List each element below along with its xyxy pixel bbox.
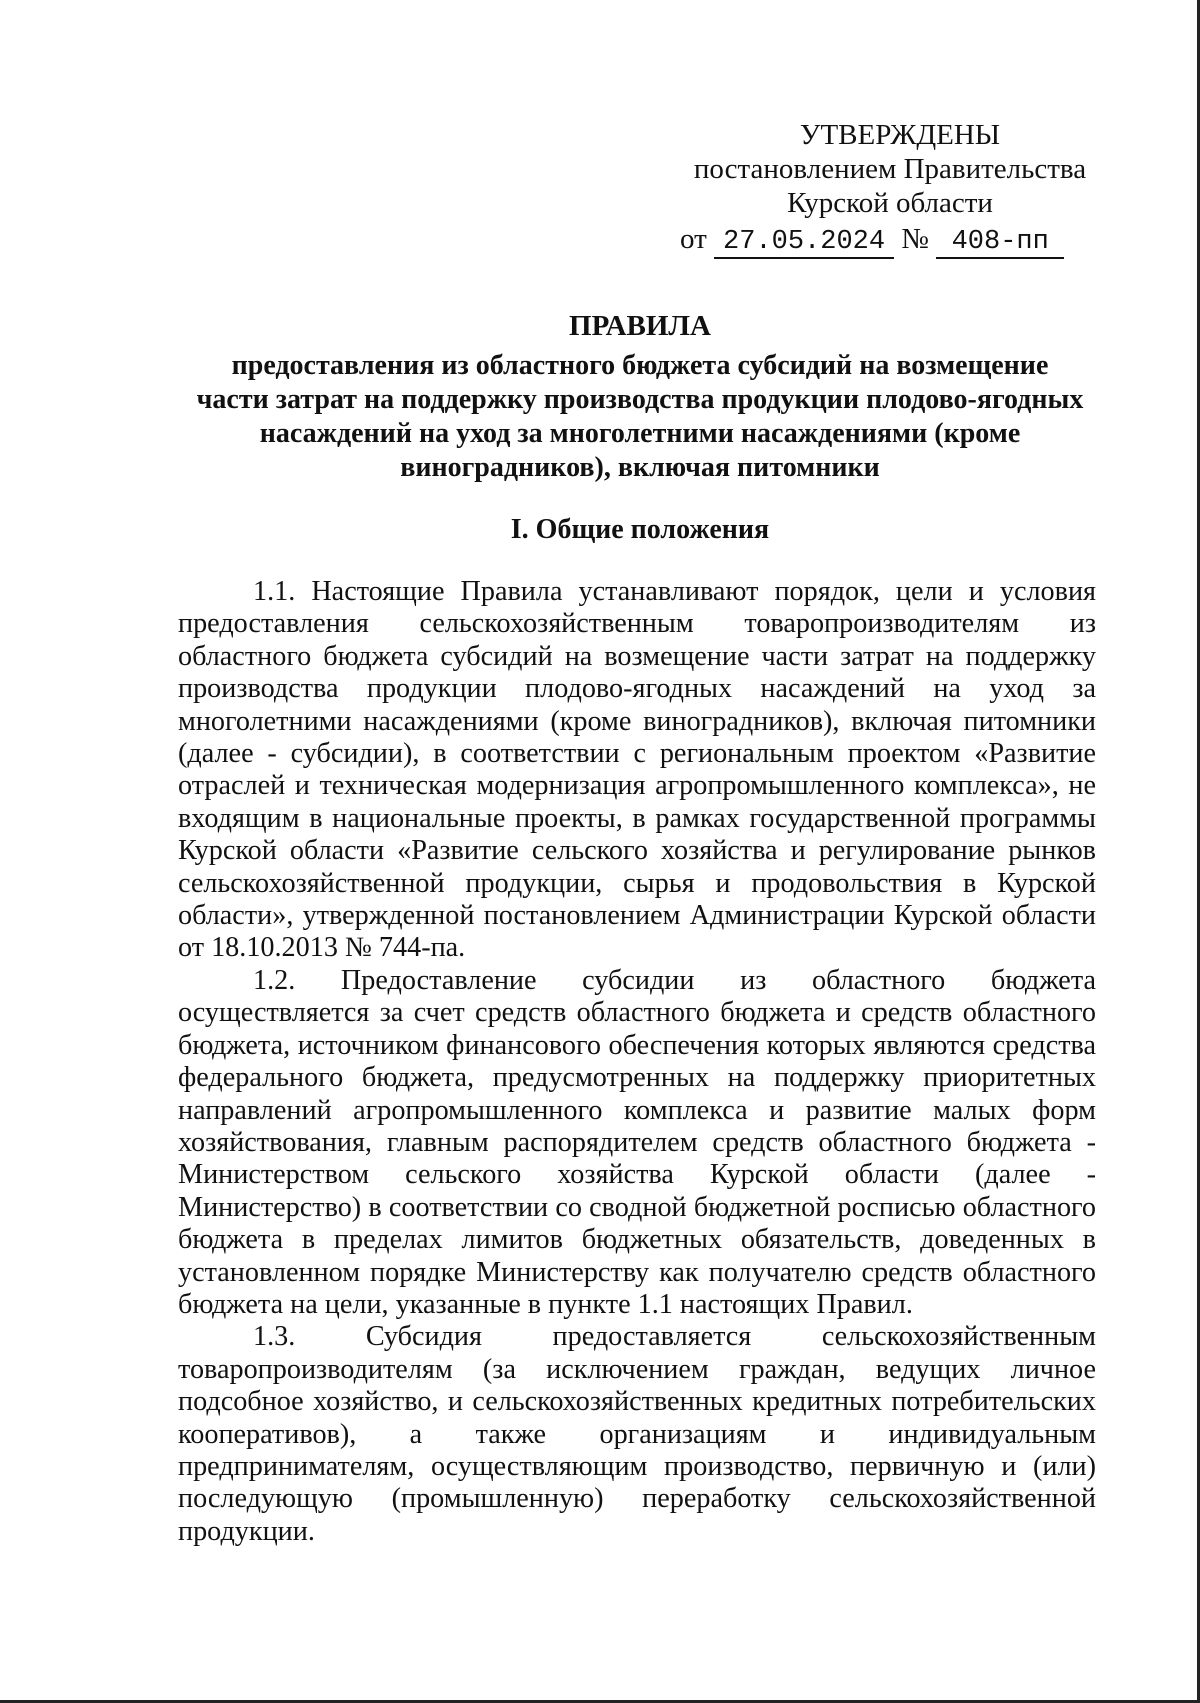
approval-line-region: Курской области [787,187,993,219]
document-subtitle-line: части затрат на поддержку производства продукции плодово-ягодных [196,384,1084,415]
document-subtitle-line: виноградников), включая питомники [400,452,880,483]
paragraph-1-3: 1.3. Субсидия предоставляется сельскохозяйственным товаропроизводителям (за исключением граждан, ведущих личное подсобное хозяйство, и сельскохозяйственных кредитных потребительских кооперативов), а также организациям и индивидуальным предпринимателям, осуществляющим производство, первичную и (или) последующую (промышленную) переработку сельскохозяйственной продукции. [178,1321,1096,1547]
approval-title: УТВЕРЖДЕНЫ [799,119,1001,151]
approval-line-government: постановлением Правительства [693,153,1087,185]
approval-number: 408-пп [936,227,1064,259]
document-heading [170,310,1110,485]
approval-date-line [680,222,1100,259]
approval-date: 27.05.2024 [714,227,894,259]
document-subtitle-line: насаждений на уход за многолетними насаждениями (кроме [259,418,1021,449]
document-subtitle-line: предоставления из областного бюджета субсидий на возмещение [231,350,1049,381]
paragraph-1-2: 1.2. Предоставление субсидии из областного бюджета осуществляется за счет средств областного бюджета и средств областного бюджета, источником финансового обеспечения которых являются средства федерального бюджета, предусмотренных на поддержку приоритетных направлений агропромышленного комплекса и развитие малых форм хозяйствования, главным распорядителем средств областного бюджета - Министерством сельского хозяйства Курской области (далее - Министерство) в соответствии со сводной бюджетной росписью областного бюджета в пределах лимитов бюджетных обязательств, доведенных в установленном порядке Министерству как получателю средств областного бюджета на цели, указанные в пункте 1.1 настоящих Правил. [178,964,1096,1320]
document-body [178,576,1096,1548]
document-title: ПРАВИЛА [569,310,711,342]
date-prefix: от [680,223,707,255]
approval-block [680,118,1100,259]
section-title: I. Общие положения [510,514,770,545]
paragraph-1-1: 1.1. Настоящие Правила устанавливают порядок, цели и условия предоставления сельскохозяйственным товаропроизводителям из областного бюджета субсидий на возмещение части затрат на поддержку производства продукции плодово-ягодных насаждений на уход за многолетними насаждениями (кроме виноградников), включая питомники (далее - субсидии), в соответствии с региональным проектом «Развитие отраслей и техническая модернизация агропромышленного комплекса», не входящим в национальные проекты, в рамках государственной программы Курской области «Развитие сельского хозяйства и регулирование рынков сельскохозяйственной продукции, сырья и продовольствия в Курской области», утвержденной постановлением Администрации Курской области от 18.10.2013 № 744-па. [178,576,1096,964]
number-prefix: № [901,223,929,255]
